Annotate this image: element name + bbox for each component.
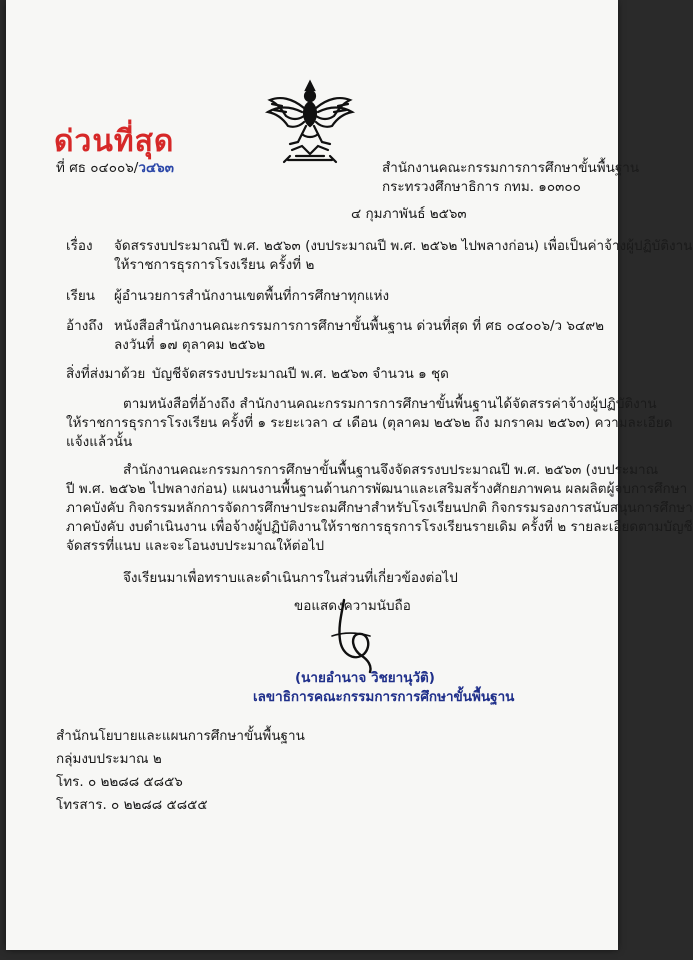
recipient-label: เรียน [66,288,96,304]
reference-line-2: ลงวันที่ ๑๗ ตุลาคม ๒๕๖๒ [114,337,266,353]
letter-date: ๔ กุมภาพันธ์ ๒๕๖๓ [351,206,467,222]
footer-department: สำนักนโยบายและแผนการศึกษาขั้นพื้นฐาน [56,728,305,744]
signatory-position: เลขาธิการคณะกรรมการการศึกษาขั้นพื้นฐาน [253,689,515,705]
office-name: สำนักงานคณะกรรมการการศึกษาขั้นพื้นฐาน [382,160,640,176]
paragraph-1-line: ตามหนังสือที่อ้างถึง สำนักงานคณะกรรมการการศึกษาขั้นพื้นฐานได้จัดสรรค่าจ้างผู้ปฏิบัติงาน [123,396,657,412]
subject-line-1: จัดสรรงบประมาณปี พ.ศ. ๒๕๖๓ (งบประมาณปี พ.ศ. ๒๕๖๒ ไปพลางก่อน) เพื่อเป็นค่าจ้างผู้ปฏิบัติงาน [114,238,693,254]
paragraph-2-line: ปี พ.ศ. ๒๕๖๒ ไปพลางก่อน) แผนงานพื้นฐานด้านการพัฒนาและเสริมสร้างศักยภาพคน ผลผลิตผู้จบการศึกษา [66,481,688,497]
recipient-text: ผู้อำนวยการสำนักงานเขตพื้นที่การศึกษาทุกแห่ง [114,288,390,304]
footer-fax: โทรสาร. ๐ ๒๒๘๘ ๕๘๕๕ [56,797,208,813]
paragraph-2-line: สำนักงานคณะกรรมการการศึกษาขั้นพื้นฐานจึงจัดสรรงบประมาณปี พ.ศ. ๒๕๖๓ (งบประมาณ [123,462,659,478]
subject-label: เรื่อง [66,238,93,254]
reference-line-1: หนังสือสำนักงานคณะกรรมการการศึกษาขั้นพื้นฐาน ด่วนที่สุด ที่ ศธ ๐๔๐๐๖/ว ๖๔๙๒ [114,318,605,334]
subject-line-2: ให้ราชการธุรการโรงเรียน ครั้งที่ ๒ [114,257,315,273]
paragraph-1-line: แจ้งแล้วนั้น [66,434,133,450]
reference-label: อ้างถึง [66,318,104,334]
footer-group: กลุ่มงบประมาณ ๒ [56,751,162,767]
enclosure-label: สิ่งที่ส่งมาด้วย [66,366,146,382]
reference-prefix: ที่ ศธ ๐๔๐๐๖/ [56,160,139,176]
paragraph-3: จึงเรียนมาเพื่อทราบและดำเนินการในส่วนที่เกี่ยวข้องต่อไป [123,570,458,586]
urgency-stamp: ด่วนที่สุด [54,124,175,159]
paragraph-2-line: ภาคบังคับ งบดำเนินงาน เพื่อจ้างผู้ปฏิบัติงานให้ราชการธุรการโรงเรียนรายเดิม ครั้งที่ ๒ รายละเอียดตามบัญชี [66,519,693,535]
signatory-name: (นายอำนาจ วิชยานุวัติ) [295,670,435,686]
closing-greeting: ขอแสดงความนับถือ [294,598,411,614]
footer-telephone: โทร. ๐ ๒๒๘๘ ๕๘๕๖ [56,774,183,790]
paragraph-2-line: จัดสรรที่แนบ และจะโอนงบประมาณให้ต่อไป [66,538,325,554]
office-address: กระทรวงศึกษาธิการ กทม. ๑๐๓๐๐ [382,179,581,195]
garuda-emblem [262,76,358,168]
enclosure-text: บัญชีจัดสรรงบประมาณปี พ.ศ. ๒๕๖๓ จำนวน ๑ ชุด [152,366,449,382]
handwritten-signature [324,596,380,674]
letter-page [6,0,693,950]
reference-number [56,160,174,176]
reference-number-handwritten: ว๔๖๓ [138,160,174,176]
paragraph-2-line: ภาคบังคับ กิจกรรมหลักการจัดการศึกษาประถมศึกษาสำหรับโรงเรียนปกติ กิจกรรมรองการสนับสนุนการศึกษา [66,500,693,516]
paragraph-1-line: ให้ราชการธุรการโรงเรียน ครั้งที่ ๑ ระยะเวลา ๔ เดือน (ตุลาคม ๒๕๖๒ ถึง มกราคม ๒๕๖๓) ความละเอียด [66,415,673,431]
